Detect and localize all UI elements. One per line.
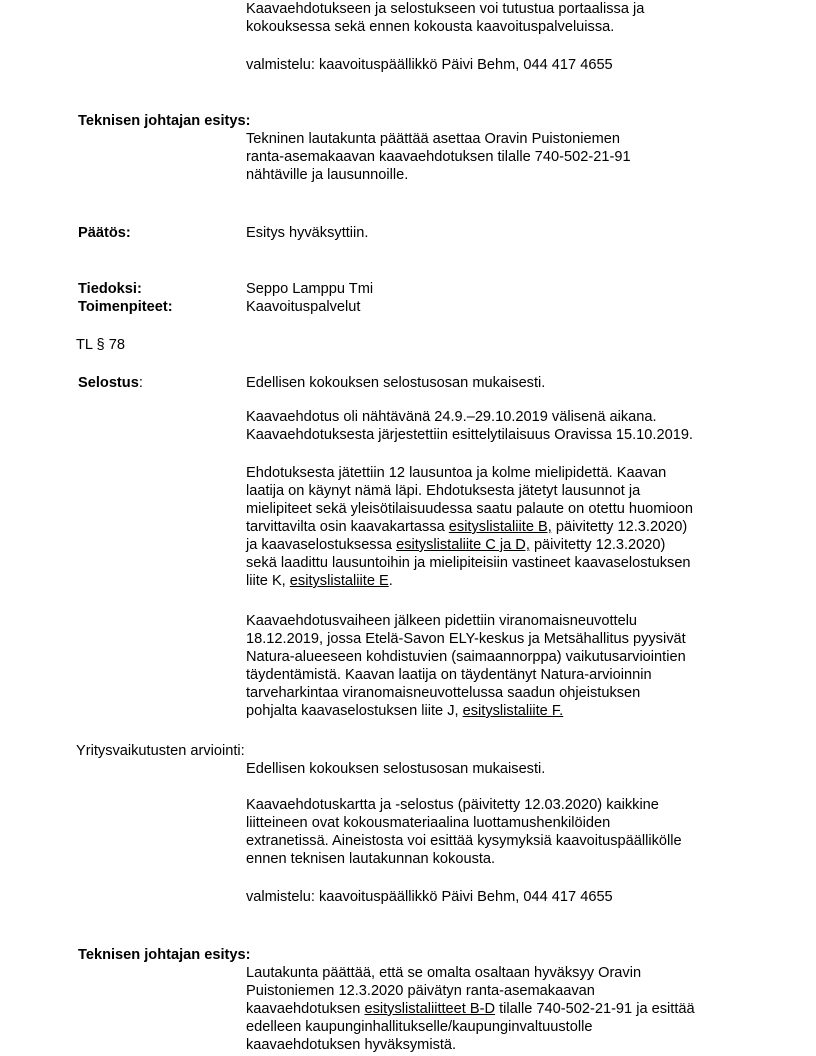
proposal-label: Teknisen johtajan esitys: <box>78 113 251 129</box>
actions-label: Toimenpiteet: <box>78 299 173 315</box>
text-line: ennen teknisen lautakunnan kokousta. <box>246 851 496 867</box>
text-line: extranetissä. Aineistosta voi esittää kysymyksiä kaavoituspäällikölle <box>246 833 682 849</box>
text-line: Kaavaehdotuskartta ja -selostus (päivitetty 12.03.2020) kaikkine <box>246 797 659 813</box>
decision-label: Päätös: <box>78 225 131 241</box>
text-fragment: päivitetty 12.3.2020) <box>529 537 666 553</box>
description-label <box>78 374 143 392</box>
text-fragment: tilalle 740-502-21-91 ja esittää <box>495 1001 695 1017</box>
text-fragment: . <box>388 573 393 589</box>
attachment-link-f[interactable]: esityslistaliite F. <box>462 703 564 719</box>
actions-text: Kaavoituspalvelut <box>246 299 361 315</box>
text-line: mielipiteet sekä yleisötilaisuudessa saatu palaute on otettu huomioon <box>246 501 694 517</box>
description-p2 <box>246 408 766 444</box>
info-text: Seppo Lamppu Tmi <box>246 281 374 297</box>
text-line: Kaavaehdotukseen ja selostukseen voi tutustua portaalissa ja <box>246 1 645 17</box>
attachment-link-b[interactable]: esityslistaliite B, <box>448 519 552 535</box>
attachment-link-e[interactable]: esityslistaliite E <box>289 573 389 589</box>
text-line: nähtäville ja lausunnoille. <box>246 167 409 183</box>
attachment-link-c-d[interactable]: esityslistaliite C ja D, <box>396 537 530 553</box>
info-label: Tiedoksi: <box>78 281 142 297</box>
preparer-line: valmistelu: kaavoituspäällikkö Päivi Behm, 044 417 4655 <box>246 57 613 73</box>
attachment-link-b-d[interactable]: esityslistaliitteet B-D <box>364 1001 496 1017</box>
description-label-colon: : <box>138 375 143 391</box>
text-line: kokouksessa sekä ennen kokousta kaavoituspalveluissa. <box>246 19 615 35</box>
description-label-text: Selostus <box>78 375 139 391</box>
proposal-text <box>246 130 766 184</box>
decision-text: Esitys hyväksyttiin. <box>246 225 369 241</box>
intro-paragraph <box>246 0 766 36</box>
text-line: Natura-alueeseen kohdistuvien (saimaannorppa) vaikutusarviointien <box>246 649 686 665</box>
text-fragment: ja kaavaselostuksessa <box>246 537 397 553</box>
text-line <box>246 1000 766 1018</box>
text-line <box>246 572 766 590</box>
business-impact-label: Yritysvaikutusten arviointi: <box>76 743 245 759</box>
text-line <box>246 536 766 554</box>
text-line: 18.12.2019, jossa Etelä-Savon ELY-keskus ja Metsähallitus pyysivät <box>246 631 686 647</box>
text-fragment: päivitetty 12.3.2020) <box>551 519 688 535</box>
description-p4 <box>246 612 766 720</box>
business-p2 <box>246 796 766 868</box>
text-line: Tekninen lautakunta päättää asettaa Oravin Puistoniemen <box>246 131 621 147</box>
text-line: Kaavaehdotus oli nähtävänä 24.9.–29.10.2019 välisenä aikana. <box>246 409 657 425</box>
text-line: tarveharkintaa viranomaisneuvottelussa saadun ohjeistuksen <box>246 685 641 701</box>
text-line: sekä laadittu lausuntoihin ja mielipiteisiin vastineet kaavaselostuksen <box>246 555 691 571</box>
proposal-text <box>246 964 766 1054</box>
text-line: kaavaehdotuksen hyväksymistä. <box>246 1037 457 1053</box>
text-line: laatija on käynyt nämä läpi. Ehdotuksesta jätetyt lausunnot ja <box>246 483 641 499</box>
text-line: edelleen kaupunginhallitukselle/kaupunginvaltuustolle <box>246 1019 593 1035</box>
text-line <box>246 702 766 720</box>
text-fragment: kaavaehdotuksen <box>246 1001 365 1017</box>
text-line: Kaavaehdotuksesta järjestettiin esittelytilaisuus Oravissa 15.10.2019. <box>246 427 693 443</box>
description-p3 <box>246 464 766 590</box>
text-line: Ehdotuksesta jätettiin 12 lausuntoa ja kolme mielipidettä. Kaavan <box>246 465 667 481</box>
text-line: Kaavaehdotusvaiheen jälkeen pidettiin viranomaisneuvottelu <box>246 613 638 629</box>
text-line: Lautakunta päättää, että se omalta osaltaan hyväksyy Oravin <box>246 965 642 981</box>
section-reference: TL § 78 <box>76 337 125 353</box>
text-fragment: tarvittavilta osin kaavakartassa <box>246 519 449 535</box>
text-fragment: liite K, <box>246 573 290 589</box>
text-fragment: pohjalta kaavaselostuksen liite J, <box>246 703 463 719</box>
business-p1: Edellisen kokouksen selostusosan mukaisesti. <box>246 761 546 777</box>
text-line: liitteineen ovat kokousmateriaalina luottamushenkilöiden <box>246 815 611 831</box>
description-p1: Edellisen kokouksen selostusosan mukaisesti. <box>246 375 546 391</box>
proposal-label: Teknisen johtajan esitys: <box>78 947 251 963</box>
preparer-line: valmistelu: kaavoituspäällikkö Päivi Behm, 044 417 4655 <box>246 889 613 905</box>
text-line: täydentämistä. Kaavan laatija on täydentänyt Natura-arvioinnin <box>246 667 652 683</box>
text-line: ranta-asemakaavan kaavaehdotuksen tilalle 740-502-21-91 <box>246 149 631 165</box>
text-line <box>246 518 766 536</box>
text-line: Puistoniemen 12.3.2020 päivätyn ranta-asemakaavan <box>246 983 595 999</box>
